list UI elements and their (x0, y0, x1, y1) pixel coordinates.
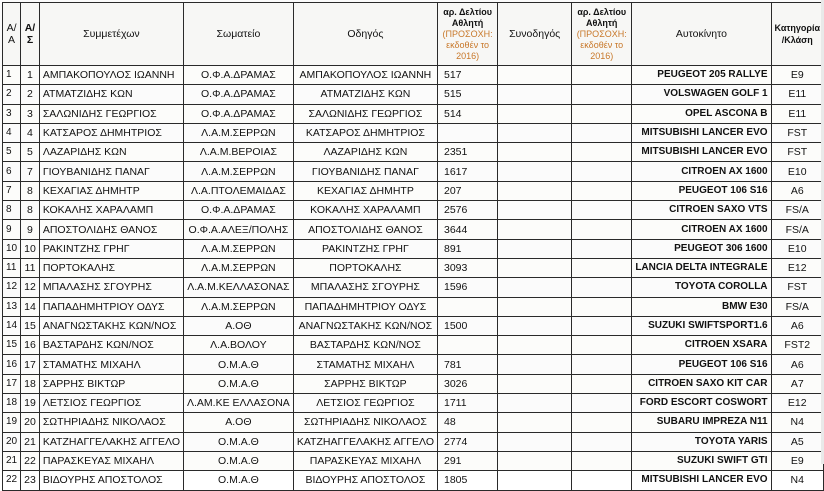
cell-participant: ΑΜΠΑΚΟΠΟΥΛΟΣ ΙΩΑΝΝΗ (39, 66, 183, 85)
cell-class: E11 (771, 104, 823, 123)
cell-club: Α.ΟΘ (184, 316, 294, 335)
cell-class: FS/A (771, 297, 823, 316)
cell-class: A7 (771, 374, 823, 393)
table-row (3, 432, 824, 451)
cell-class: E12 (771, 394, 823, 413)
cell-ae: 8 (21, 181, 40, 200)
cell-class: N4 (771, 413, 823, 432)
cell-codriver-license (572, 143, 632, 162)
cell-driver: ΒΑΣΤΑΡΔΗΣ ΚΩΝ/ΝΟΣ (293, 336, 437, 355)
cell-driver: ΑΠΟΣΤΟΛΙΔΗΣ ΘΑΝΟΣ (293, 220, 437, 239)
codriver-license-header-warning: (ΠΡΟΣΟΧΗ: εκδοθέν το 2016) (576, 28, 627, 61)
cell-car: PEUGEOT 306 1600 (632, 239, 771, 258)
cell-license: 891 (438, 239, 498, 258)
cell-aa: 5 (3, 143, 21, 162)
cell-aa: 8 (3, 201, 21, 220)
cell-license: 2351 (438, 143, 498, 162)
cell-aa: 13 (3, 297, 21, 316)
cell-club: Ο.Μ.Α.Θ (184, 432, 294, 451)
cell-ae: 23 (21, 471, 40, 490)
table-row (3, 278, 824, 297)
cell-codriver (498, 316, 572, 335)
cell-license: 517 (438, 66, 498, 85)
license-header-label: αρ. Δελτίου Αθλητή (443, 6, 492, 28)
table-row (3, 336, 824, 355)
cell-license (438, 123, 498, 142)
col-header-club: Σωματείο (184, 3, 294, 66)
cell-codriver-license (572, 394, 632, 413)
cell-club: Ο.Μ.Α.Θ (184, 471, 294, 490)
cell-driver: ΑΜΠΑΚΟΠΟΥΛΟΣ ΙΩΑΝΝΗ (293, 66, 437, 85)
cell-ae: 7 (21, 162, 40, 181)
cell-driver: ΡΑΚΙΝΤΖΗΣ ΓΡΗΓ (293, 239, 437, 258)
cell-license: 515 (438, 85, 498, 104)
cell-codriver-license (572, 432, 632, 451)
col-header-license (438, 3, 498, 66)
cell-codriver (498, 201, 572, 220)
cell-ae: 16 (21, 336, 40, 355)
cell-club: Λ.Α.ΒΟΛΟΥ (184, 336, 294, 355)
cell-driver: ΣΑΛΩΝΙΔΗΣ ΓΕΩΡΓΙΟΣ (293, 104, 437, 123)
col-header-aa: Α/Α (3, 3, 21, 66)
cell-codriver-license (572, 451, 632, 470)
cell-aa: 12 (3, 278, 21, 297)
cell-participant: ΚΑΤΖΗΑΓΓΕΛΑΚΗΣ ΑΓΓΕΛΟ (39, 432, 183, 451)
cell-driver: ΠΟΡΤΟΚΑΛΗΣ (293, 258, 437, 277)
cell-class: A6 (771, 316, 823, 335)
cell-aa: 9 (3, 220, 21, 239)
cell-car: SUBARU IMPREZA N11 (632, 413, 771, 432)
cell-car: OPEL ASCONA B (632, 104, 771, 123)
cell-car: PEUGEOT 205 RALLYE (632, 66, 771, 85)
cell-class: A5 (771, 432, 823, 451)
codriver-license-header-label: αρ. Δελτίου Αθλητή (577, 6, 627, 28)
cell-car: MITSUBISHI LANCER EVO (632, 471, 771, 490)
cell-participant: ΠΑΡΑΣΚΕΥΑΣ ΜΙΧΑΗΛ (39, 451, 183, 470)
table-row (3, 258, 824, 277)
cell-aa: 6 (3, 162, 21, 181)
cell-codriver-license (572, 316, 632, 335)
cell-car: VOLSWAGEN GOLF 1 (632, 85, 771, 104)
cell-participant: ΣΑΡΡΗΣ ΒΙΚΤΩΡ (39, 374, 183, 393)
cell-club: Λ.Α.Μ.ΣΕΡΡΩΝ (184, 258, 294, 277)
cell-driver: ΓΙΟΥΒΑΝΙΔΗΣ ΠΑΝΑΓ (293, 162, 437, 181)
cell-aa: 21 (3, 451, 21, 470)
cell-car: MITSUBISHI LANCER EVO (632, 123, 771, 142)
cell-club: Λ.ΑΜ.ΚΕ ΕΛΛΑΣΟΝΑ (184, 394, 294, 413)
cell-driver: ΑΝΑΓΝΩΣΤΑΚΗΣ ΚΩΝ/ΝΟΣ (293, 316, 437, 335)
cell-codriver-license (572, 413, 632, 432)
table-row (3, 316, 824, 335)
cell-class: FST (771, 123, 823, 142)
table-row (3, 85, 824, 104)
cell-codriver-license (572, 471, 632, 490)
cell-license: 48 (438, 413, 498, 432)
cell-codriver (498, 123, 572, 142)
cell-codriver-license (572, 85, 632, 104)
cell-aa: 1 (3, 66, 21, 85)
cell-codriver (498, 66, 572, 85)
cell-class: FS/A (771, 201, 823, 220)
entry-rows (3, 66, 824, 491)
cell-codriver-license (572, 374, 632, 393)
table-row (3, 123, 824, 142)
cell-participant: ΚΕΧΑΓΙΑΣ ΔΗΜΗΤΡ (39, 181, 183, 200)
cell-driver: ΚΑΤΖΗΑΓΓΕΛΑΚΗΣ ΑΓΓΕΛΟ (293, 432, 437, 451)
cell-codriver-license (572, 181, 632, 200)
cell-class: N4 (771, 471, 823, 490)
cell-aa: 11 (3, 258, 21, 277)
cell-codriver (498, 181, 572, 200)
cell-codriver (498, 85, 572, 104)
table-row (3, 162, 824, 181)
cell-club: Λ.Α.ΠΤΟΛΕΜΑΙΔΑΣ (184, 181, 294, 200)
cell-car: PEUGEOT 106 S16 (632, 355, 771, 374)
cell-car: LANCIA DELTA INTEGRALE (632, 258, 771, 277)
table-row (3, 143, 824, 162)
cell-driver: ΑΤΜΑΤΖΙΔΗΣ ΚΩΝ (293, 85, 437, 104)
cell-license: 1805 (438, 471, 498, 490)
cell-ae: 20 (21, 413, 40, 432)
cell-driver: ΚΕΧΑΓΙΑΣ ΔΗΜΗΤΡ (293, 181, 437, 200)
table-row (3, 220, 824, 239)
col-header-participant: Συμμετέχων (39, 3, 183, 66)
cell-codriver (498, 258, 572, 277)
cell-class: FST2 (771, 336, 823, 355)
cell-club: Ο.Μ.Α.Θ (184, 451, 294, 470)
cell-codriver-license (572, 220, 632, 239)
cell-driver: ΣΩΤΗΡΙΑΔΗΣ ΝΙΚΟΛΑΟΣ (293, 413, 437, 432)
table-row (3, 451, 824, 470)
cell-driver: ΛΑΖΑΡΙΔΗΣ ΚΩΝ (293, 143, 437, 162)
cell-ae: 22 (21, 451, 40, 470)
cell-club: Λ.Α.Μ.ΣΕΡΡΩΝ (184, 297, 294, 316)
cell-codriver-license (572, 201, 632, 220)
cell-license: 2576 (438, 201, 498, 220)
cell-club: Α.ΟΘ (184, 413, 294, 432)
cell-club: Λ.Α.Μ.ΣΕΡΡΩΝ (184, 239, 294, 258)
cell-aa: 22 (3, 471, 21, 490)
cell-aa: 19 (3, 413, 21, 432)
cell-club: Λ.Α.Μ.ΒΕΡΟΙΑΣ (184, 143, 294, 162)
cell-participant: ΠΑΠΑΔΗΜΗΤΡΙΟΥ ΟΔΥΣ (39, 297, 183, 316)
table-row (3, 239, 824, 258)
cell-license: 3026 (438, 374, 498, 393)
cell-participant: ΑΠΟΣΤΟΛΙΔΗΣ ΘΑΝΟΣ (39, 220, 183, 239)
cell-license: 781 (438, 355, 498, 374)
entry-list-table (2, 2, 824, 491)
cell-aa: 7 (3, 181, 21, 200)
cell-codriver-license (572, 297, 632, 316)
cell-driver: ΚΟΚΑΛΗΣ ΧΑΡΑΛΑΜΠ (293, 201, 437, 220)
header-row (3, 3, 824, 66)
cell-aa: 2 (3, 85, 21, 104)
cell-club: Ο.Μ.Α.Θ (184, 355, 294, 374)
table-row (3, 201, 824, 220)
cell-driver: ΒΙΔΟΥΡΗΣ ΑΠΟΣΤΟΛΟΣ (293, 471, 437, 490)
cell-ae: 15 (21, 316, 40, 335)
cell-codriver (498, 432, 572, 451)
cell-codriver (498, 355, 572, 374)
table-row (3, 471, 824, 490)
table-row (3, 355, 824, 374)
cell-car: CITROEN XSARA (632, 336, 771, 355)
cell-driver: ΣΤΑΜΑΤΗΣ ΜΙΧΑΗΛ (293, 355, 437, 374)
cell-codriver (498, 374, 572, 393)
cell-codriver (498, 278, 572, 297)
cell-driver: ΠΑΡΑΣΚΕΥΑΣ ΜΙΧΑΗΛ (293, 451, 437, 470)
cell-codriver (498, 162, 572, 181)
cell-class: E9 (771, 451, 823, 470)
cell-club: Λ.Α.Μ.ΣΕΡΡΩΝ (184, 162, 294, 181)
cell-participant: ΓΙΟΥΒΑΝΙΔΗΣ ΠΑΝΑΓ (39, 162, 183, 181)
col-header-driver: Οδηγός (293, 3, 437, 66)
cell-ae: 2 (21, 85, 40, 104)
cell-driver: ΛΕΤΣΙΟΣ ΓΕΩΡΓΙΟΣ (293, 394, 437, 413)
cell-class: FST (771, 143, 823, 162)
col-header-car: Αυτοκίνητο (632, 3, 771, 66)
cell-car: PEUGEOT 106 S16 (632, 181, 771, 200)
cell-codriver-license (572, 336, 632, 355)
cell-car: CITROEN SAXO KIT CAR (632, 374, 771, 393)
col-header-category: Κατηγορία /Κλάση (771, 3, 823, 66)
cell-car: CITROEN AX 1600 (632, 220, 771, 239)
license-header-warning: (ΠΡΟΣΟΧΗ: εκδοθέν το 2016) (442, 28, 493, 61)
cell-car: TOYOTA YARIS (632, 432, 771, 451)
cell-participant: ΑΝΑΓΝΩΣΤΑΚΗΣ ΚΩΝ/ΝΟΣ (39, 316, 183, 335)
cell-license: 291 (438, 451, 498, 470)
cell-codriver-license (572, 355, 632, 374)
cell-class: E12 (771, 258, 823, 277)
cell-aa: 18 (3, 394, 21, 413)
cell-codriver-license (572, 239, 632, 258)
cell-car: TOYOTA COROLLA (632, 278, 771, 297)
cell-driver: ΜΠΑΛΑΣΗΣ ΣΓΟΥΡΗΣ (293, 278, 437, 297)
col-header-codriver: Συνοδηγός (498, 3, 572, 66)
cell-aa: 20 (3, 432, 21, 451)
cell-ae: 1 (21, 66, 40, 85)
cell-codriver (498, 336, 572, 355)
col-header-ae: Α/Σ (21, 3, 40, 66)
cell-license: 1711 (438, 394, 498, 413)
cell-ae: 14 (21, 297, 40, 316)
cell-participant: ΒΙΔΟΥΡΗΣ ΑΠΟΣΤΟΛΟΣ (39, 471, 183, 490)
cell-club: Ο.Φ.Α.ΑΛΕΞ/ΠΟΛΗΣ (184, 220, 294, 239)
cell-car: SUZUKI SWIFTSPORT1.6 (632, 316, 771, 335)
cell-codriver (498, 104, 572, 123)
cell-ae: 3 (21, 104, 40, 123)
cell-license: 3093 (438, 258, 498, 277)
cell-participant: ΣΑΛΩΝΙΔΗΣ ΓΕΩΡΓΙΟΣ (39, 104, 183, 123)
cell-club: Ο.Φ.Α.ΔΡΑΜΑΣ (184, 66, 294, 85)
cell-participant: ΚΑΤΣΑΡΟΣ ΔΗΜΗΤΡΙΟΣ (39, 123, 183, 142)
cell-driver: ΣΑΡΡΗΣ ΒΙΚΤΩΡ (293, 374, 437, 393)
table-row (3, 394, 824, 413)
cell-license (438, 336, 498, 355)
cell-class: E11 (771, 85, 823, 104)
table-row (3, 297, 824, 316)
cell-aa: 10 (3, 239, 21, 258)
cell-license: 1500 (438, 316, 498, 335)
cell-participant: ΛΑΖΑΡΙΔΗΣ ΚΩΝ (39, 143, 183, 162)
cell-driver: ΚΑΤΣΑΡΟΣ ΔΗΜΗΤΡΙΟΣ (293, 123, 437, 142)
cell-license: 3644 (438, 220, 498, 239)
cell-class: A6 (771, 355, 823, 374)
cell-codriver-license (572, 123, 632, 142)
col-header-codriver-license (572, 3, 632, 66)
cell-ae: 9 (21, 220, 40, 239)
cell-ae: 10 (21, 239, 40, 258)
cell-codriver (498, 471, 572, 490)
cell-ae: 5 (21, 143, 40, 162)
cell-codriver-license (572, 278, 632, 297)
cell-ae: 19 (21, 394, 40, 413)
cell-license: 514 (438, 104, 498, 123)
cell-license: 1596 (438, 278, 498, 297)
cell-aa: 14 (3, 316, 21, 335)
cell-codriver-license (572, 258, 632, 277)
cell-license (438, 297, 498, 316)
cell-participant: ΜΠΑΛΑΣΗΣ ΣΓΟΥΡΗΣ (39, 278, 183, 297)
cell-participant: ΡΑΚΙΝΤΖΗΣ ΓΡΗΓ (39, 239, 183, 258)
cell-participant: ΒΑΣΤΑΡΔΗΣ ΚΩΝ/ΝΟΣ (39, 336, 183, 355)
cell-driver: ΠΑΠΑΔΗΜΗΤΡΙΟΥ ΟΔΥΣ (293, 297, 437, 316)
cell-club: Ο.Φ.Α.ΔΡΑΜΑΣ (184, 201, 294, 220)
cell-club: Ο.Φ.Α.ΔΡΑΜΑΣ (184, 85, 294, 104)
cell-car: CITROEN SAXO VTS (632, 201, 771, 220)
table-row (3, 413, 824, 432)
table-row (3, 181, 824, 200)
cell-class: E10 (771, 162, 823, 181)
table-row (3, 66, 824, 85)
cell-participant: ΛΕΤΣΙΟΣ ΓΕΩΡΓΙΟΣ (39, 394, 183, 413)
cell-participant: ΚΟΚΑΛΗΣ ΧΑΡΑΛΑΜΠ (39, 201, 183, 220)
cell-car: CITROEN AX 1600 (632, 162, 771, 181)
cell-class: FST (771, 278, 823, 297)
table-row (3, 104, 824, 123)
cell-codriver (498, 394, 572, 413)
cell-aa: 3 (3, 104, 21, 123)
cell-codriver (498, 239, 572, 258)
cell-car: SUZUKI SWIFT GTI (632, 451, 771, 470)
cell-codriver (498, 143, 572, 162)
cell-codriver (498, 220, 572, 239)
cell-ae: 12 (21, 278, 40, 297)
cell-aa: 15 (3, 336, 21, 355)
cell-ae: 17 (21, 355, 40, 374)
cell-license: 1617 (438, 162, 498, 181)
cell-car: FORD ESCORT COSWORT (632, 394, 771, 413)
cell-participant: ΠΟΡΤΟΚΑΛΗΣ (39, 258, 183, 277)
cell-aa: 16 (3, 355, 21, 374)
cell-aa: 17 (3, 374, 21, 393)
cell-codriver (498, 297, 572, 316)
cell-club: Λ.Α.Μ.ΣΕΡΡΩΝ (184, 123, 294, 142)
cell-aa: 4 (3, 123, 21, 142)
table-row (3, 374, 824, 393)
cell-codriver-license (572, 104, 632, 123)
cell-car: BMW E30 (632, 297, 771, 316)
cell-ae: 4 (21, 123, 40, 142)
cell-ae: 18 (21, 374, 40, 393)
cell-codriver (498, 451, 572, 470)
cell-class: E10 (771, 239, 823, 258)
cell-license: 207 (438, 181, 498, 200)
cell-codriver-license (572, 66, 632, 85)
cell-class: E9 (771, 66, 823, 85)
cell-ae: 21 (21, 432, 40, 451)
cell-participant: ΑΤΜΑΤΖΙΔΗΣ ΚΩΝ (39, 85, 183, 104)
cell-car: MITSUBISHI LANCER EVO (632, 143, 771, 162)
cell-license: 2774 (438, 432, 498, 451)
cell-club: Ο.Μ.Α.Θ (184, 374, 294, 393)
cell-codriver-license (572, 162, 632, 181)
cell-class: FS/A (771, 220, 823, 239)
cell-club: Λ.Α.Μ.ΚΕΛΛΑΣΟΝΑΣ (184, 278, 294, 297)
cell-participant: ΣΩΤΗΡΙΑΔΗΣ ΝΙΚΟΛΑΟΣ (39, 413, 183, 432)
cell-ae: 8 (21, 201, 40, 220)
cell-participant: ΣΤΑΜΑΤΗΣ ΜΙΧΑΗΛ (39, 355, 183, 374)
cell-class: A6 (771, 181, 823, 200)
cell-ae: 11 (21, 258, 40, 277)
cell-club: Ο.Φ.Α.ΔΡΑΜΑΣ (184, 104, 294, 123)
cell-codriver (498, 413, 572, 432)
